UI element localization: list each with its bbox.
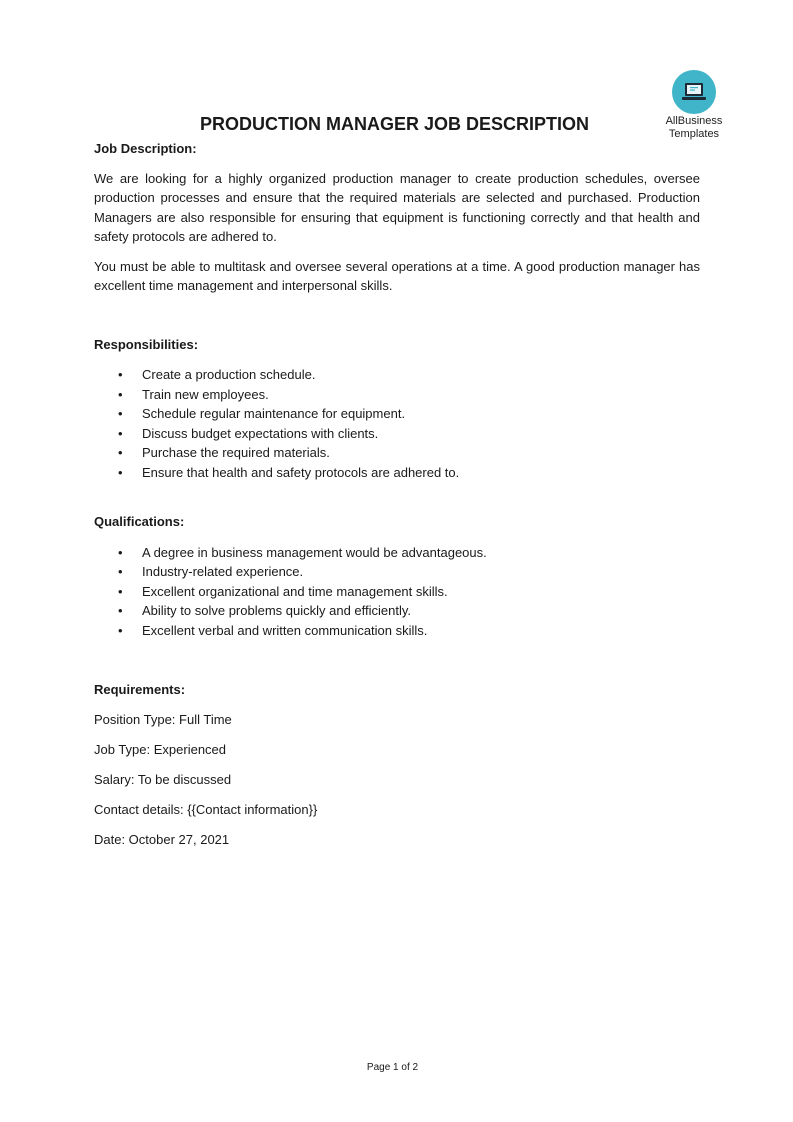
- job-description-paragraph-2: You must be able to multitask and oversee several operations at a time. A good production manager has excellent time management and interpersonal skills.: [94, 258, 700, 293]
- list-item: • Schedule regular maintenance for equipment.: [94, 404, 700, 424]
- list-item: • Excellent organizational and time management skills.: [94, 582, 700, 602]
- bullet-icon: •: [118, 367, 123, 382]
- logo-circle: [672, 70, 716, 114]
- list-item: • Excellent verbal and written communication skills.: [94, 621, 700, 641]
- list-item: • Train new employees.: [94, 385, 700, 405]
- document-body: [94, 139, 700, 860]
- qualifications-list: [94, 543, 700, 641]
- requirement-salary: Salary: To be discussed: [94, 772, 232, 787]
- laptop-icon: [682, 82, 706, 102]
- list-item: • Ensure that health and safety protocols are adhered to.: [94, 463, 700, 483]
- bullet-icon: •: [118, 445, 123, 460]
- job-description-paragraph-1: We are looking for a highly organized production manager to create production schedules, oversee production processes and ensure that the required materials are selected and purchased. Production Managers are also responsible for ensuring that equipment is functioning correctly and that health and safety protocols are adhered to.: [94, 170, 700, 244]
- list-item: • Purchase the required materials.: [94, 443, 700, 463]
- list-item: • Ability to solve problems quickly and efficiently.: [94, 601, 700, 621]
- page-number: Page 1 of 2: [366, 1062, 419, 1073]
- requirement-contact-details: Contact details: {{Contact information}}: [94, 802, 318, 817]
- list-item: • A degree in business management would be advantageous.: [94, 543, 700, 563]
- responsibilities-list: [94, 365, 700, 482]
- list-item: • Discuss budget expectations with clients.: [94, 424, 700, 444]
- requirement-date: Date: October 27, 2021: [94, 832, 230, 847]
- qualifications-heading: Qualifications:: [94, 514, 185, 529]
- list-item: • Industry-related experience.: [94, 562, 700, 582]
- requirement-position-type: Position Type: Full Time: [94, 712, 232, 727]
- bullet-icon: •: [118, 564, 123, 579]
- requirement-job-type: Job Type: Experienced: [94, 742, 227, 757]
- bullet-icon: •: [118, 622, 123, 638]
- responsibilities-heading: Responsibilities:: [94, 336, 199, 352]
- requirements-heading: Requirements:: [94, 682, 186, 697]
- logo-text-line2: Templates: [668, 128, 720, 140]
- bullet-icon: •: [118, 464, 123, 480]
- bullet-icon: •: [118, 583, 123, 599]
- job-description-heading: Job Description:: [94, 141, 197, 156]
- list-item: • Create a production schedule.: [94, 365, 700, 385]
- bullet-icon: •: [118, 544, 123, 560]
- bullet-icon: •: [118, 603, 123, 618]
- bullet-icon: •: [118, 386, 123, 402]
- bullet-icon: •: [118, 425, 123, 441]
- bullet-icon: •: [118, 406, 123, 421]
- logo-text-line1: AllBusiness: [665, 115, 723, 127]
- page-title: PRODUCTION MANAGER JOB DESCRIPTION: [199, 114, 590, 134]
